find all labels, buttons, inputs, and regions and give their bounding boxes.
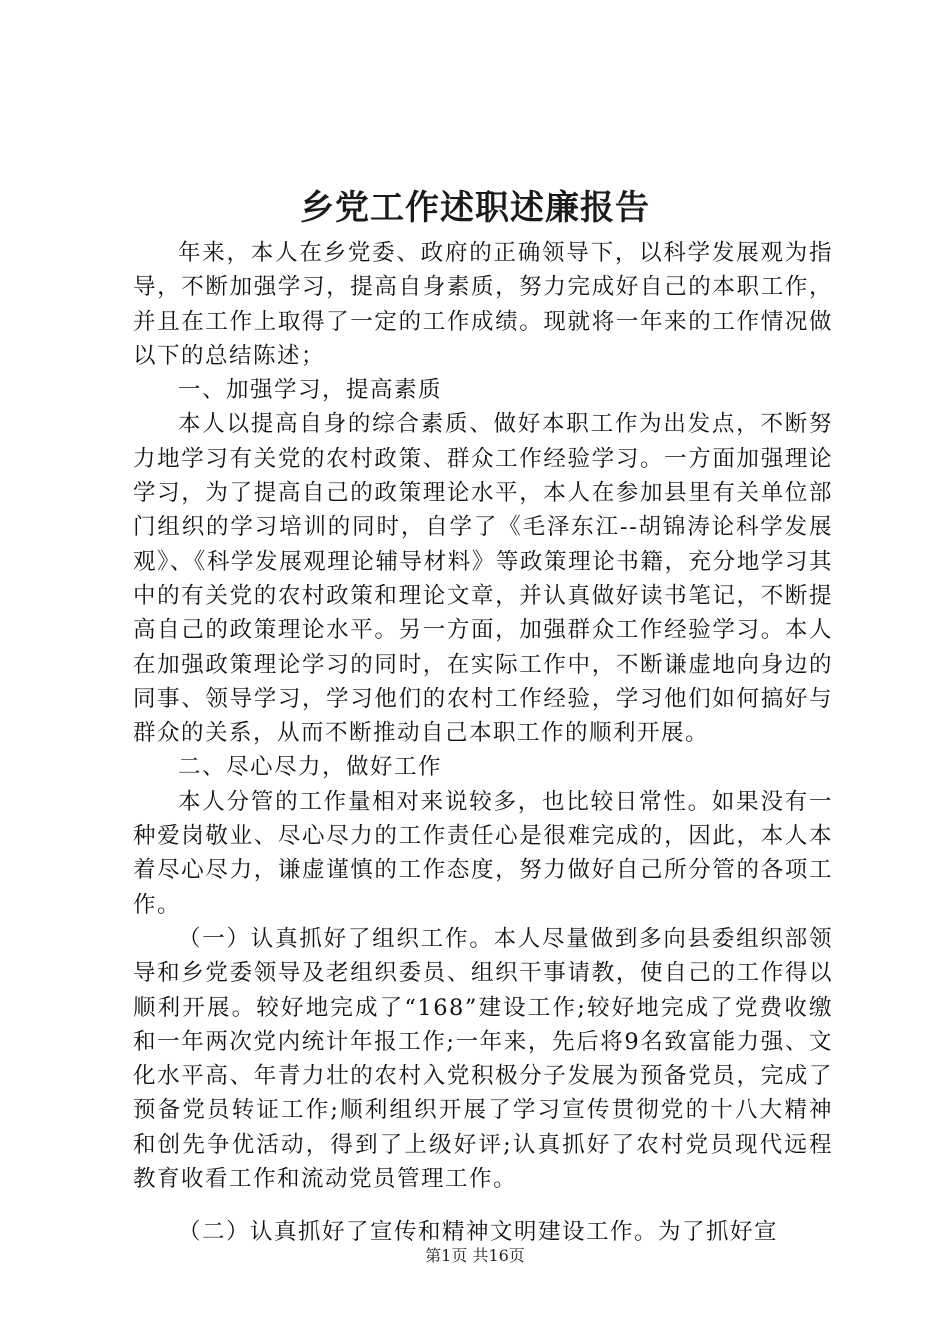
page-number-footer: 第1页 共16页 [425,1246,525,1265]
section-1-paragraph: 本人以提高自身的综合素质、做好本职工作为出发点，不断努力地学习有关党的农村政策、群众工作经验学习。一方面加强理论学习，为了提高自己的政策理论水平，本人在参加县里有关单位部门组织的学习培训的同时，自学了《毛泽东江--胡锦涛论科学发展观》、《科学发展观理论辅导材料》等政策理论书籍，充分地学习其中的有关党的农村政策和理论文章，并认真做好读书笔记，不断提高自己的政策理论水平。另一方面，加强群众工作经验学习。本人在加强政策理论学习的同时，在实际工作中，不断谦虚地向身边的同事、领导学习，学习他们的农村工作经验，学习他们如何搞好与群众的关系，从而不断推动自己本职工作的顺利开展。 [133,411,833,747]
document-title: 乡党工作述职述廉报告 [300,188,650,228]
section-2-paragraph: 本人分管的工作量相对来说较多，也比较日常性。如果没有一种爱岗敬业、尽心尽力的工作责任心是很难完成的，因此，本人本着尽心尽力，谦虚谨慎的工作态度，努力做好自己所分管的各项工作。 [133,788,833,918]
section-heading-1: 一、加强学习，提高素质 [178,377,443,404]
document-body [133,236,833,1250]
subsection-2-paragraph: （二）认真抓好了宣传和精神文明建设工作。为了抓好宣 [178,1219,779,1246]
section-heading-2: 二、尽心尽力，做好工作 [178,754,443,781]
intro-paragraph: 年来，本人在乡党委、政府的正确领导下，以科学发展观为指导，不断加强学习，提高自身素质，努力完成好自己的本职工作，并且在工作上取得了一定的工作成绩。现就将一年来的工作情况做以下的总结陈述； [133,240,833,369]
subsection-1-paragraph: （一）认真抓好了组织工作。本人尽量做到多向县委组织部领导和乡党委领导及老组织委员、组织干事请教，使自己的工作得以顺利开展。较好地完成了“168”建设工作;较好地完成了党费收缴和一年两次党内统计年报工作;一年来，先后将9名致富能力强、文化水平高、年青力壮的农村入党积极分子发展为预备党员，完成了预备党员转证工作;顺利组织开展了学习宣传贯彻党的十八大精神和创先争优活动，得到了上级好评;认真抓好了农村党员现代远程教育收看工作和流动党员管理工作。 [133,925,833,1193]
